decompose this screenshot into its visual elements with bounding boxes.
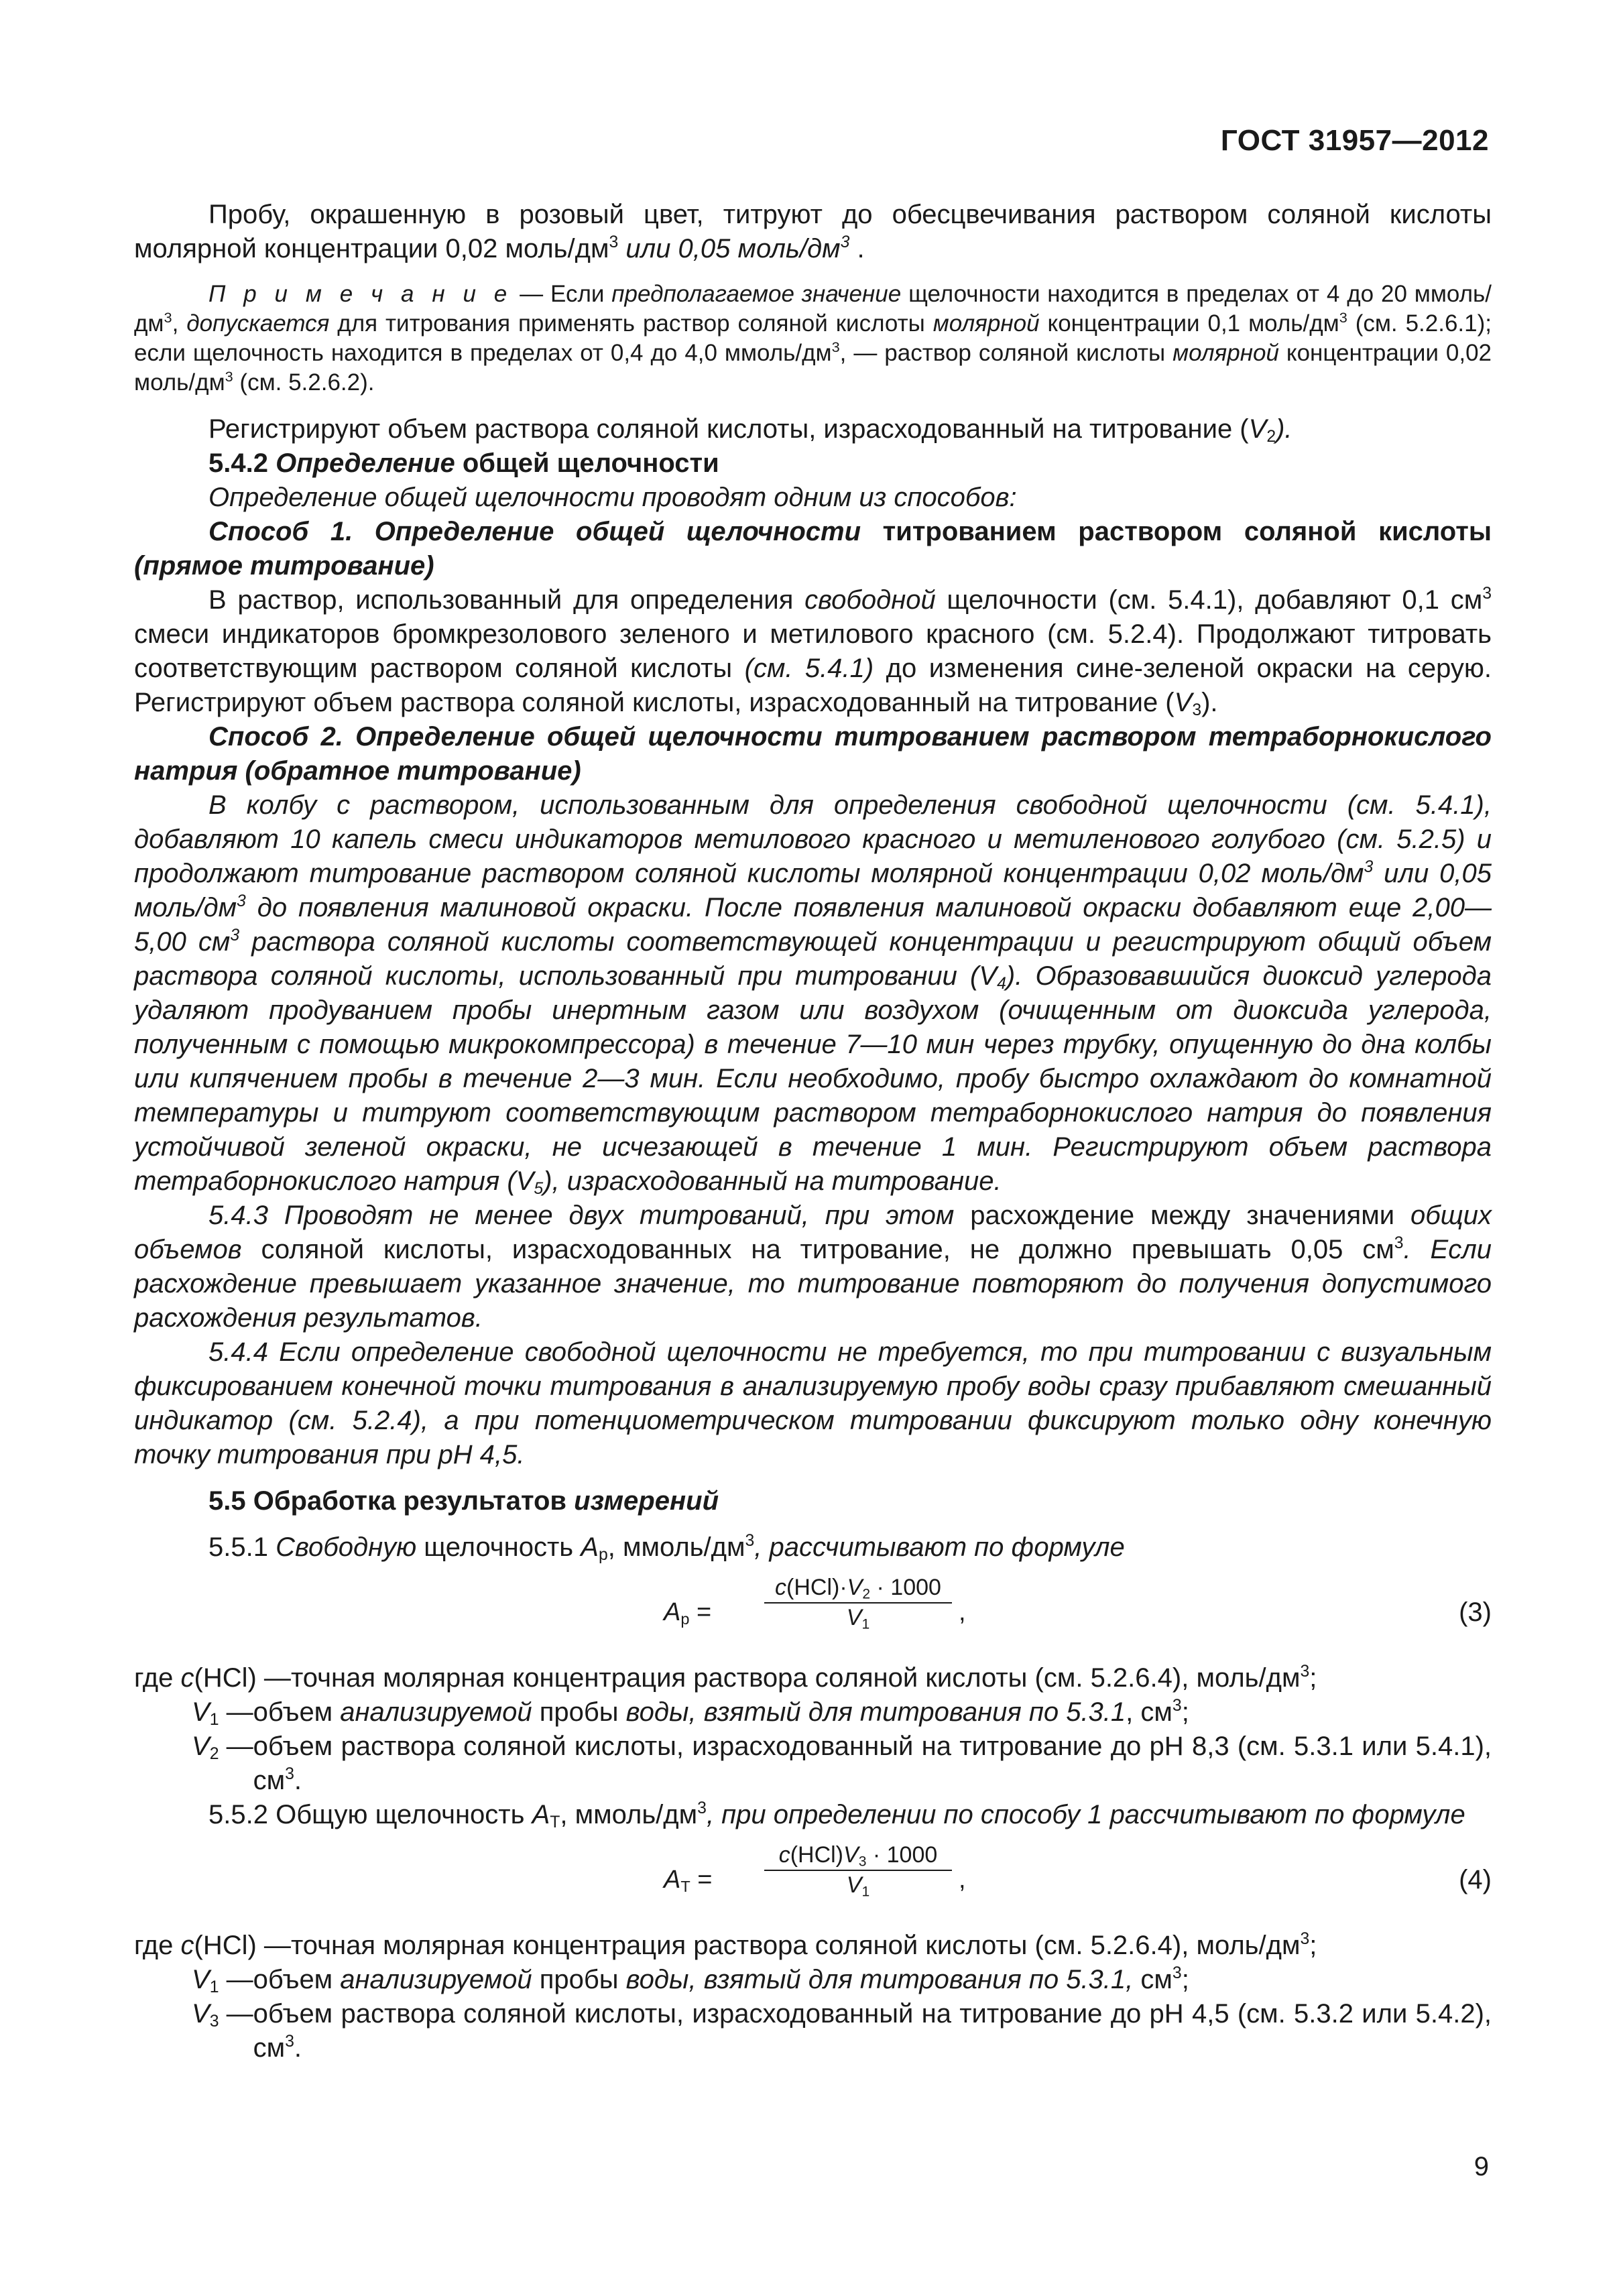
note-label: П р и м е ч а н и е	[208, 281, 513, 307]
paragraph-methods-intro: Определение общей щелочности проводят одним из способов:	[208, 483, 1017, 512]
formula-3-legend	[134, 1661, 1492, 1798]
formula-4-denominator: $V_1$	[846, 1872, 870, 1900]
legend-row: $V_2$ — объем раствора соляной кислоты, израсходованный на титрование до pH 8,3 (см. 5.3.1 или 5.4.1), $см^3$.	[192, 1732, 1492, 1795]
paragraph-titration-pink: Пробу, окрашенную в розовый цвет, титруют до обесцвечивания раствором соляной кислоты молярной концентрации 0,02 моль/$дм^3$ или 0,05 моль/$дм^3$ .	[134, 200, 1492, 263]
formula-4-fraction	[764, 1841, 952, 1899]
legend-row: где c(HCl) — точная молярная концентрация раствора соляной кислоты (см. 5.2.6.4), моль/$дм^3$;	[134, 1930, 1317, 1960]
legend-row: $V_1$ — объем анализируемой пробы воды, взятый для титрования по 5.3.1, $см^3$;	[192, 1697, 1189, 1730]
paragraph-method-2: В колбу с раствором, использованным для определения свободной щелочности (см. 5.4.1), добавляют 10 капель смеси индикаторов метилового красного и метиленового голубого (см. 5.2.5) и продолжают титрование раствором соляной кислоты молярной концентрации 0,02 моль/$дм^3$ или 0,05 моль/$дм^3$ до появления малиновой окраски. После появления малиновой окраски добавляют еще 2,00—5,00 $см^3$ раствора соляной кислоты соответствующей концентрации и регистрируют общий объем раствора соляной кислоты, использованный при титровании $(V_4)$. Образовавшийся диоксид углерода удаляют продуванием пробы инертным газом или воздухом (очищенным от диоксида углерода, полученным с помощью микрокомпрессора) в течение 7—10 мин через трубку, опущенную до дна колбы или кипячением пробы в течение 2—3 мин. Если необходимо, пробу быстро охлаждают до комнатной температуры и титруют соответствующим раствором тетраборнокислого натрия до появления устойчивой зеленой окраски, не исчезающей в течение 1 мин. Регистрируют объем раствора тетраборнокислого натрия $(V_5)$, израсходованный на титрование.	[134, 790, 1492, 1199]
formula-3-denominator: $V_1$	[846, 1605, 870, 1632]
legend-row: $V_1$ — объем анализируемой пробы воды, взятый для титрования по 5.3.1, $см^3$;	[192, 1964, 1189, 1997]
method-1-heading: Способ 1. Определение общей щелочности титрованием раствором соляной кислоты (прямое титрование)	[134, 517, 1492, 581]
formula-3: $A_p$ = $c(HCl)\cdot V_2 \cdot 1000$ $V_1$ , (3)	[664, 1575, 1492, 1632]
page-number: 9	[1474, 2152, 1489, 2181]
document-body	[134, 198, 1492, 2065]
formula-4-numerator: $c(HCl)V_3 \cdot 1000$	[764, 1841, 952, 1871]
formula-3-number: (3)	[1459, 1597, 1492, 1627]
method-2-heading: Способ 2. Определение общей щелочности титрованием раствором тетраборнокислого натрия (обратное титрование)	[134, 722, 1492, 786]
paragraph-5-4-3: 5.4.3 Проводят не менее двух титрований, при этом расхождение между значениями общих объемов соляной кислоты, израсходованных на титрование, не должно превышать 0,05 $см^3$. Если расхождение превышает указанное значение, то титрование повторяют до получения допустимого расхождения результатов.	[134, 1201, 1492, 1333]
section-heading-5-4-2: 5.4.2 Определение общей щелочности	[208, 448, 719, 478]
formula-4: $A_T$ = $c(HCl)V_3 \cdot 1000$ $V_1$ , (4)	[664, 1842, 1492, 1900]
note: П р и м е ч а н и е — Если предполагаемое значение щелочности находится в пределах от 4 до 20 ммоль/$дм^3$, допускается для титрования применять раствор соляной кислоты молярной концентрации 0,1 моль/$дм^3$ (см. 5.2.6.1); если щелочность находится в пределах от 0,4 до 4,0 ммоль/$дм^3$, — раствор соляной кислоты молярной концентрации 0,02 моль/$дм^3$ (см. 5.2.6.2).	[134, 281, 1492, 396]
formula-4-legend	[134, 1929, 1492, 2065]
formula-3-numerator: $c(HCl)\cdot V_2 \cdot 1000$	[764, 1574, 952, 1604]
paragraph-5-5-2: 5.5.2 Общую щелочность $A_T$, ммоль/$дм^3$, при определении по способу 1 рассчитывают по формуле	[208, 1799, 1465, 1832]
paragraph-5-5-1: 5.5.1 Свободную щелочность $A_p$, ммоль/$дм^3$, рассчитывают по формуле	[208, 1532, 1125, 1565]
paragraph-register-v2: Регистрируют объем раствора соляной кислоты, израсходованный на титрование $(V_2)$.	[208, 414, 1293, 446]
formula-3-fraction	[764, 1574, 952, 1632]
standard-header: ГОСТ 31957—2012	[1220, 124, 1489, 157]
legend-row: где c(HCl) — точная молярная концентрация раствора соляной кислоты (см. 5.2.6.4), моль/$дм^3$;	[134, 1663, 1317, 1693]
paragraph-method-1: В раствор, использованный для определения свободной щелочности (см. 5.4.1), добавляют 0,1 $см^3$ смеси индикаторов бромкрезолового зеленого и метилового красного (см. 5.2.4). Продолжают титровать соответствующим раствором соляной кислоты (см. 5.4.1) до изменения сине-зеленой окраски на серую. Регистрируют объем раствора соляной кислоты, израсходованный на титрование $(V_3)$.	[134, 585, 1492, 720]
section-heading-5-5: 5.5 Обработка результатов измерений	[208, 1486, 719, 1516]
legend-row: $V_3$ — объем раствора соляной кислоты, израсходованный на титрование до pH 4,5 (см. 5.3.2 или 5.4.2), $см^3$.	[192, 1999, 1492, 2063]
formula-4-number: (4)	[1459, 1865, 1492, 1894]
paragraph-5-4-4: 5.4.4 Если определение свободной щелочности не требуется, то при титровании с визуальным фиксированием конечной точки титрования в анализируемую пробу воды сразу прибавляют смешанный индикатор (см. 5.2.4), а при потенциометрическом титровании фиксируют только одну конечную точку титрования при pH 4,5.	[134, 1337, 1492, 1469]
